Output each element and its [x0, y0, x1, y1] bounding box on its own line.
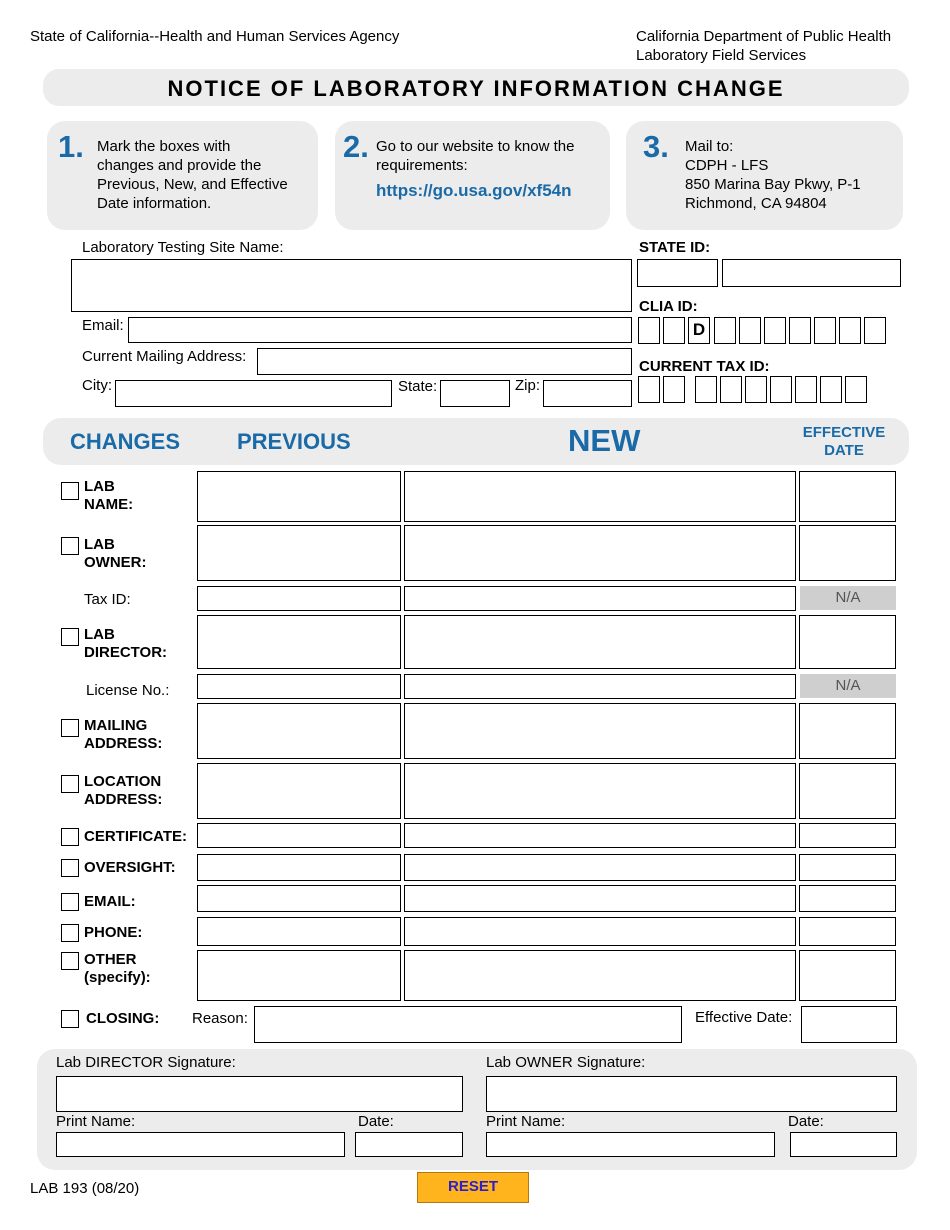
lab-director-previous[interactable]	[197, 615, 401, 669]
phone-label: PHONE:	[84, 924, 143, 941]
license-no-previous[interactable]	[197, 674, 401, 699]
state-id-input-1[interactable]	[637, 259, 718, 287]
tax-id-na: N/A	[800, 586, 896, 610]
lab-director-new[interactable]	[404, 615, 796, 669]
new-header: NEW	[568, 423, 641, 458]
closing-reason-input[interactable]	[254, 1006, 682, 1043]
certificate-effective-date[interactable]	[799, 823, 896, 848]
step-1-number: 1.	[58, 129, 84, 164]
oversight-previous[interactable]	[197, 854, 401, 881]
tax-digit-3[interactable]	[695, 376, 717, 403]
zip-input[interactable]	[543, 380, 632, 407]
state-input[interactable]	[440, 380, 510, 407]
mailing-address-input[interactable]	[257, 348, 632, 375]
lab-name-effective-date[interactable]	[799, 471, 896, 522]
mailing-address-effective-date[interactable]	[799, 703, 896, 759]
city-label: City:	[82, 377, 112, 394]
certificate-checkbox[interactable]	[61, 828, 79, 846]
clia-digit-6[interactable]	[764, 317, 786, 344]
mailing-address-new[interactable]	[404, 703, 796, 759]
location-address-previous[interactable]	[197, 763, 401, 819]
license-no-new[interactable]	[404, 674, 796, 699]
oversight-new[interactable]	[404, 854, 796, 881]
tax-id-new[interactable]	[404, 586, 796, 611]
lab-owner-previous[interactable]	[197, 525, 401, 581]
division-name: Laboratory Field Services	[636, 47, 807, 64]
closing-effective-date-input[interactable]	[801, 1006, 897, 1043]
mailing-address-checkbox[interactable]	[61, 719, 79, 737]
state-id-input-2[interactable]	[722, 259, 901, 287]
lab-owner-effective-date[interactable]	[799, 525, 896, 581]
tax-digit-4[interactable]	[720, 376, 742, 403]
step-3-number: 3.	[643, 129, 669, 164]
owner-print-name-label: Print Name:	[486, 1113, 566, 1130]
changes-header: CHANGES	[70, 429, 181, 454]
clia-digit-3: D	[688, 317, 710, 344]
lab-name-label: LAB NAME:	[84, 478, 134, 513]
title-bar	[43, 69, 909, 106]
state-id-label: STATE ID:	[639, 239, 711, 256]
lab-director-effective-date[interactable]	[799, 615, 896, 669]
clia-digit-10[interactable]	[864, 317, 886, 344]
director-date-input[interactable]	[355, 1132, 463, 1157]
tax-digit-5[interactable]	[745, 376, 767, 403]
location-address-checkbox[interactable]	[61, 775, 79, 793]
step-2-text: Go to our website to know the requirements:	[376, 138, 575, 174]
license-no-label: License No.:	[86, 682, 170, 699]
owner-tax-id-label: Tax ID:	[84, 591, 131, 608]
email-effective-date[interactable]	[799, 885, 896, 912]
location-address-new[interactable]	[404, 763, 796, 819]
step-2-panel	[335, 121, 610, 230]
clia-id-label: CLIA ID:	[639, 298, 698, 315]
tax-digit-6[interactable]	[770, 376, 792, 403]
tax-digit-9[interactable]	[845, 376, 867, 403]
owner-signature-label: Lab OWNER Signature:	[486, 1054, 646, 1071]
previous-header: PREVIOUS	[237, 429, 351, 454]
department-name: California Department of Public Health	[636, 28, 892, 45]
site-name-label: Laboratory Testing Site Name:	[82, 239, 284, 256]
email-input[interactable]	[128, 317, 632, 343]
lab-name-checkbox[interactable]	[61, 482, 79, 500]
email-row-label: EMAIL:	[84, 893, 136, 910]
reason-label: Reason:	[192, 1010, 248, 1027]
lab-owner-label: LAB OWNER:	[84, 536, 147, 571]
step-1-text: Mark the boxes with changes and provide the Previous, New, and Effective Date information.	[97, 138, 288, 212]
phone-new[interactable]	[404, 917, 796, 946]
clia-digit-9[interactable]	[839, 317, 861, 344]
location-address-effective-date[interactable]	[799, 763, 896, 819]
director-signature-label: Lab DIRECTOR Signature:	[56, 1054, 236, 1071]
clia-digit-8[interactable]	[814, 317, 836, 344]
owner-signature-input[interactable]	[486, 1076, 897, 1112]
other-new[interactable]	[404, 950, 796, 1001]
state-label: State:	[398, 378, 438, 395]
phone-checkbox[interactable]	[61, 924, 79, 942]
oversight-effective-date[interactable]	[799, 854, 896, 881]
city-input[interactable]	[115, 380, 392, 407]
step-2-number: 2.	[343, 129, 369, 164]
tax-digit-8[interactable]	[820, 376, 842, 403]
website-link[interactable]: https://go.usa.gov/xf54n	[376, 181, 572, 200]
clia-digit-1[interactable]	[638, 317, 660, 344]
closing-effective-date-label: Effective Date:	[695, 1009, 793, 1026]
tax-digit-1[interactable]	[638, 376, 660, 403]
other-label: OTHER (specify):	[84, 951, 151, 986]
clia-digit-7[interactable]	[789, 317, 811, 344]
tax-id-previous[interactable]	[197, 586, 401, 611]
certificate-label: CERTIFICATE:	[84, 828, 188, 845]
zip-label: Zip:	[515, 377, 541, 394]
reset-button[interactable]: RESET	[417, 1172, 529, 1203]
tax-digit-7[interactable]	[795, 376, 817, 403]
step-3-panel	[626, 121, 903, 230]
other-checkbox[interactable]	[61, 952, 79, 970]
director-print-name-input[interactable]	[56, 1132, 345, 1157]
mailing-address-label: Current Mailing Address:	[82, 348, 247, 365]
other-effective-date[interactable]	[799, 950, 896, 1001]
other-previous[interactable]	[197, 950, 401, 1001]
email-checkbox[interactable]	[61, 893, 79, 911]
mailing-address-row-label: MAILING ADDRESS:	[84, 717, 163, 752]
oversight-label: OVERSIGHT:	[84, 859, 176, 876]
oversight-checkbox[interactable]	[61, 859, 79, 877]
phone-previous[interactable]	[197, 917, 401, 946]
step-3-text: Mail to: CDPH - LFS 850 Marina Bay Pkwy, P-1 Richmond, CA 94804	[685, 138, 861, 212]
closing-label: CLOSING:	[86, 1010, 160, 1027]
clia-digit-2[interactable]	[663, 317, 685, 344]
director-date-label: Date:	[358, 1113, 394, 1130]
email-label: Email:	[82, 317, 124, 334]
owner-print-name-input[interactable]	[486, 1132, 775, 1157]
certificate-previous[interactable]	[197, 823, 401, 848]
director-print-name-label: Print Name:	[56, 1113, 136, 1130]
effective-date-header: EFFECTIVE DATE	[802, 424, 886, 459]
mailing-address-previous[interactable]	[197, 703, 401, 759]
lab-name-previous[interactable]	[197, 471, 401, 522]
owner-date-input[interactable]	[790, 1132, 897, 1157]
lab-owner-new[interactable]	[404, 525, 796, 581]
location-address-label: LOCATION ADDRESS:	[84, 773, 163, 808]
license-no-na: N/A	[800, 674, 896, 698]
tax-id-label: CURRENT TAX ID:	[639, 358, 770, 375]
form-id: LAB 193 (08/20)	[30, 1180, 140, 1197]
tax-digit-2[interactable]	[663, 376, 685, 403]
clia-digit-4[interactable]	[714, 317, 736, 344]
clia-digit-5[interactable]	[739, 317, 761, 344]
closing-checkbox[interactable]	[61, 1010, 79, 1028]
email-previous[interactable]	[197, 885, 401, 912]
agency-name: State of California--Health and Human Services Agency	[30, 28, 400, 45]
owner-date-label: Date:	[788, 1113, 824, 1130]
lab-director-label: LAB DIRECTOR:	[84, 626, 168, 661]
site-name-input[interactable]	[71, 259, 632, 312]
email-new[interactable]	[404, 885, 796, 912]
lab-director-checkbox[interactable]	[61, 628, 79, 646]
director-signature-input[interactable]	[56, 1076, 463, 1112]
lab-owner-checkbox[interactable]	[61, 537, 79, 555]
phone-effective-date[interactable]	[799, 917, 896, 946]
form-title: NOTICE OF LABORATORY INFORMATION CHANGE	[167, 76, 785, 101]
lab-name-new[interactable]	[404, 471, 796, 522]
step-1-panel	[47, 121, 318, 230]
certificate-new[interactable]	[404, 823, 796, 848]
